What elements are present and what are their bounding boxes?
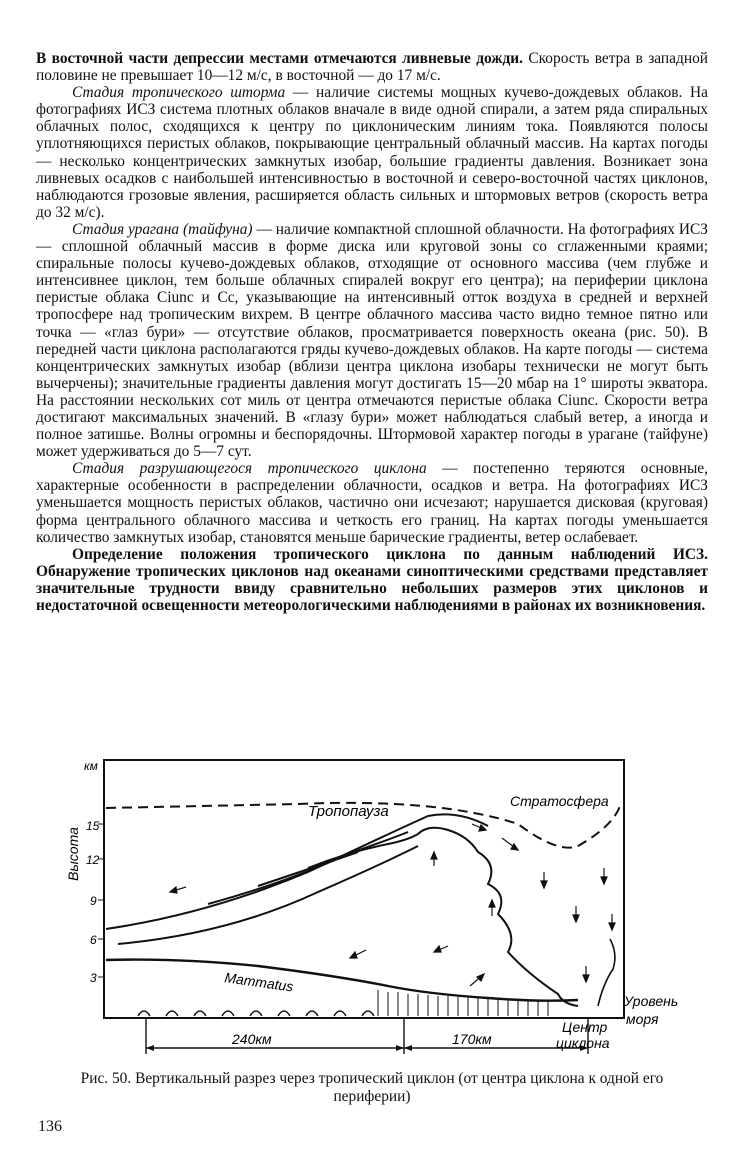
paragraph-decay (36, 460, 708, 545)
cyclone-cross-section-figure (58, 754, 679, 1066)
precipitation-hatching (378, 990, 548, 1016)
sea-level-label-line2: моря (626, 1011, 659, 1027)
page-number: 136 (38, 1118, 62, 1135)
paragraph-1-text: Скорость ветра в западной половине не превышает 10—12 м/с, в восточной — до 17 м/с. (36, 50, 708, 85)
tick-9: 9 (90, 894, 97, 908)
y-unit: км (84, 759, 98, 773)
tick-6: 6 (90, 933, 97, 947)
paragraph-1-bold: В восточной части депрессии местами отмечаются ливневые дожди. (36, 50, 523, 67)
y-ticks (86, 819, 104, 985)
paragraph-satellite (36, 546, 708, 614)
tick-12: 12 (86, 853, 100, 867)
distance-170-label: 170км (452, 1031, 492, 1047)
distance-240-label: 240км (232, 1031, 272, 1047)
tropopause-label: Тропопауза (308, 803, 389, 820)
y-axis-label: Высота (65, 827, 81, 881)
eye-edge (598, 939, 615, 1006)
term-hurricane: Стадия урагана (тайфуна) (72, 220, 253, 238)
term-decay: Стадия разрушающегося тропического циклона (72, 460, 427, 478)
cloud-base (106, 960, 578, 1001)
sea-level-label-line1: Уровень (624, 993, 679, 1009)
paragraph-storm-text: — наличие системы мощных кучево-дождевых облаков. На фотографиях ИСЗ система плотных облаков вначале в виде одной спирали, а затем ряда спиральных облачных полос, сходящихся к центру по циклоническим линиям тока. Появляются полосы уплотняющихся перистых облаков, покрывающие центральный облачный массив. На картах погоды — несколько концентрических замкнутых изобар, большие градиенты давления. Возникает зона ливневых осадков с наибольшей интенсивностью в восточной и северо-восточной частях циклонов, наблюдаются грозовые явления, расширяется область сильных и штормовых ветров (скорость ветра до 32 м/с). (36, 84, 709, 221)
paragraph-satellite-text: Обнаружение тропических циклонов над океанами синоптическими средствами представляет значительные трудности ввиду сравнительно небольших размеров этих циклонов и недостаточной освещенности метеорологическими наблюдениями в районах их возникновения. (36, 562, 708, 614)
cirrus-outflow (106, 814, 488, 944)
paragraph-hurricane (36, 221, 708, 460)
paragraph-decay-text: — постепенно теряются основные, характерные особенности в распределении облачности, осадков и ветра. На фотографиях ИСЗ уменьшается мощность перистых облаков, частично они исчезают; нарушается дисковая (круговая) форма центрального облачного массива и четкость его границ. На картах погоды уменьшается количество замкнутых изобар, становятся меньше барические градиенты, ветер ослабевает. (36, 460, 708, 546)
paragraph-hurricane-text: — наличие компактной сплошной облачности. На фотографиях ИСЗ — сплошной облачный массив в форме диска или круговой зоны со сглаженными краями; спиральные полосы кучево-дождевых облаков, отходящие от основного массива (чем глубже и интенсивнее циклон, тем больше облачных спиралей вокруг его центра); на периферии циклона перистые облака Ciunc и Cc, указывающие на интенсивный отток воздуха в средней и верхней тропосфере над тропическим вихрем. В центре облачного массива часто видно темное пятно или точка — «глаз бури» — отсутствие облаков, просматривается поверхность океана (рис. 50). В передней части циклона располагаются гряды кучево-дождевых облаков. На карте погоды — система концентрических замкнутых изобар (вблизи центра циклона изобары технически не могут быть вычерчены); значительные градиенты давления могут достигать 15—20 мбар на 1° широты экватора. На расстоянии нескольких сот миль от центра отмечаются перистые облака Ciunc. Скорости ветра достигают максимальных значений. В «глазу бури» может наблюдаться слабый ветер, а иногда и полное затишье. Волны огромны и беспорядочны. Штормовой характер погоды в урагане (тайфуне) может удерживаться до 5—7 сут. (36, 220, 708, 461)
term-storm: Стадия тропического шторма (72, 84, 286, 102)
tick-3: 3 (90, 971, 97, 985)
paragraph-1 (36, 50, 708, 84)
cyclone-center-label-line2: циклона (556, 1035, 610, 1051)
tick-15: 15 (86, 819, 100, 833)
eyewall-cloud (418, 828, 578, 1006)
cross-section-diagram (58, 754, 679, 1066)
mammatus-label: Mammatus (223, 969, 295, 995)
main-text (36, 50, 708, 614)
heading-satellite: Определение положения тропического циклона по данным наблюдений ИСЗ. (72, 545, 708, 563)
paragraph-storm (36, 84, 708, 221)
figure-caption: Рис. 50. Вертикальный разрез через тропический циклон (от центра циклона к одной его периферии) (80, 1070, 664, 1105)
cyclone-center-label-line1: Центр (562, 1019, 608, 1035)
wind-arrows (170, 824, 615, 986)
stratosphere-label: Стратосфера (510, 793, 609, 809)
cumulus-symbols (138, 1011, 374, 1016)
